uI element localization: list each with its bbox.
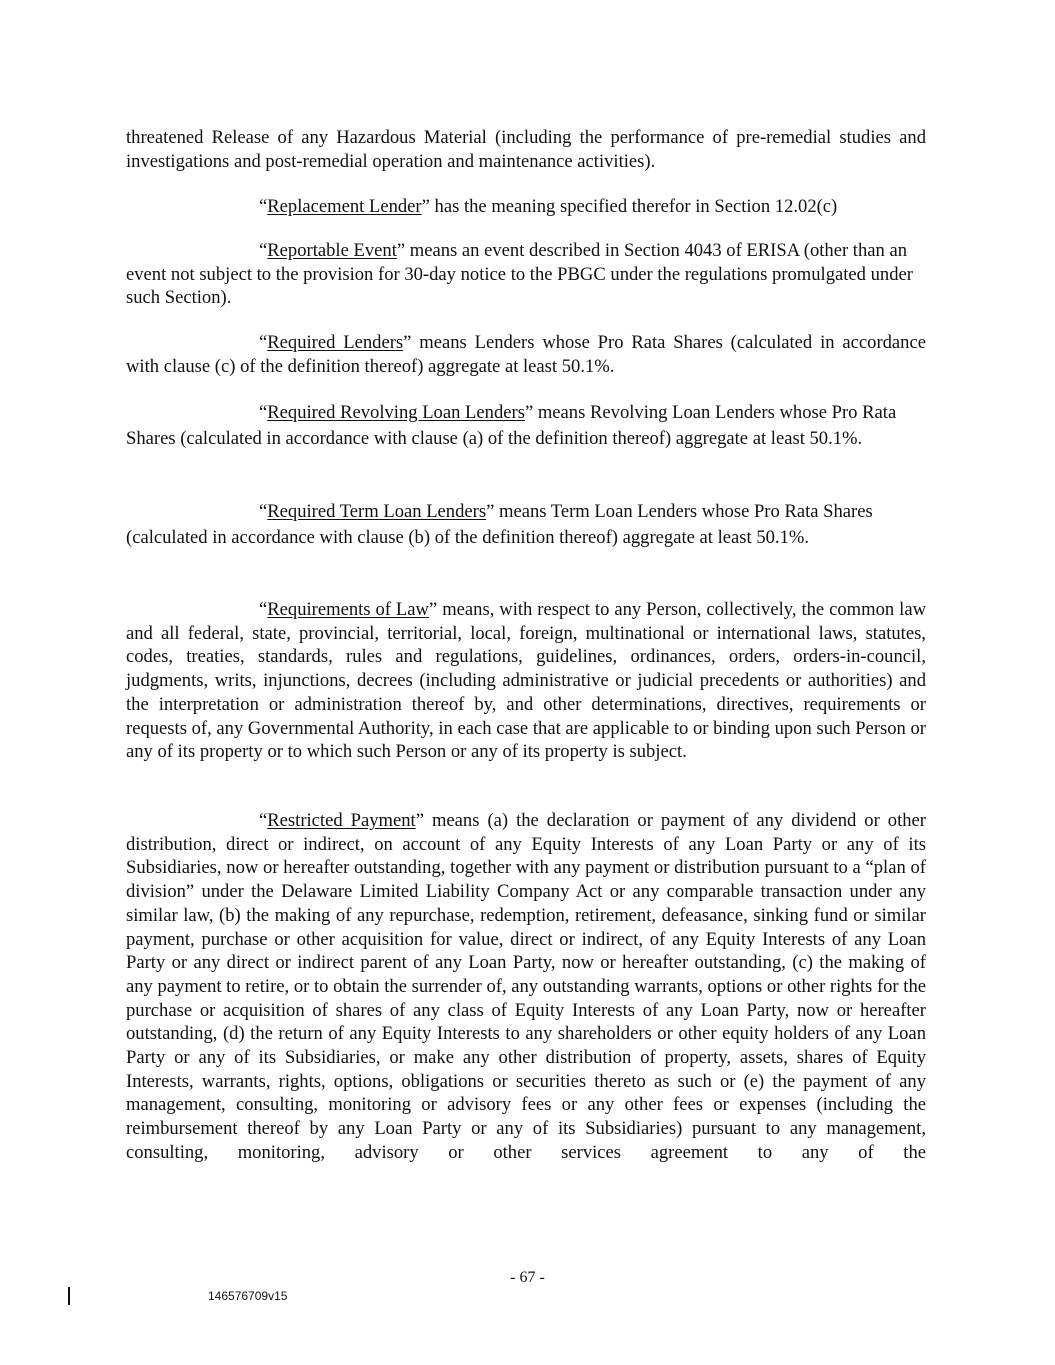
defined-term: Reportable Event [267,240,397,261]
defined-term: Requirements of Law [267,599,429,620]
revision-bar [68,1287,70,1305]
defined-term: Required Term Loan Lenders [267,501,487,522]
definition-required-term-loan-lenders: “Required Term Loan Lenders” means Term Loan Lenders whose Pro Rata Shares (calculated in accordance with clause (b) of the definition thereof) aggregate at least 50.1%. [126,501,873,548]
defined-term: Replacement Lender [267,196,422,217]
definition-restricted-payment: “Restricted Payment” means (a) the declaration or payment of any dividend or other distribution, direct or indirect, on account of any Equity Interests of any Loan Party or any of its Subsidiaries, now or hereafter outstanding, together with any payment or distribution pursuant to a “plan of division” under the Delaware Limited Liability Company Act or any comparable transaction under any similar law, (b) the making of any repurchase, redemption, retirement, defeasance, sinking fund or similar payment, purchase or other acquisition for value, direct or indirect, of any Equity Interests of any Loan Party or any direct or indirect parent of any Loan Party, now or hereafter outstanding, (c) the making of any payment to retire, or to obtain the surrender of, any outstanding warrants, options or other rights for the purchase or acquisition of shares of any class of Equity Interests of any Loan Party, now or hereafter outstanding, (d) the return of any Equity Interests to any shareholders or other equity holders of any Loan Party or any of its Subsidiaries, or make any other distribution of property, assets, shares of Equity Interests, warrants, rights, options, obligations or securities thereto as such or (e) the payment of any management, consulting, monitoring or advisory fees or any other fees or expenses (including the reimbursement thereof by any Loan Party or any of its Subsidiaries) pursuant to any management, consulting, monitoring, advisory or other services agreement to any of the [126,810,926,1163]
defined-term: Required Lenders [267,332,404,353]
definition-requirements-of-law: “Requirements of Law” means, with respect to any Person, collectively, the common law and all federal, state, provincial, territorial, local, foreign, multinational or international laws, statutes, codes, treaties, standards, rules and regulations, guidelines, ordinances, orders, orders-in-council, judgments, writs, injunctions, decrees (including administrative or judicial precedents or authorities) and the interpretation or administration thereof by, and other determinations, directives, requirements or requests of, any Governmental Authority, in each case that are applicable to or binding upon such Person or any of its property or to which such Person or any of its property is subject. [126,599,926,763]
page-number: - 67 - [510,1269,545,1286]
defined-term: Required Revolving Loan Lenders [267,402,525,423]
definition-required-lenders: “Required Lenders” means Lenders whose Pro Rata Shares (calculated in accordance with clause (c) of the definition thereof) aggregate at least 50.1%. [126,332,926,377]
definition-reportable-event: “Reportable Event” means an event described in Section 4043 of ERISA (other than an event not subject to the provision for 30-day notice to the PBGC under the regulations promulgated under such Section). [126,240,913,308]
definition-replacement-lender: “Replacement Lender” has the meaning specified therefor in Section 12.02(c) [259,196,838,217]
document-id: 146576709v15 [208,1289,288,1303]
definition-required-revolving-loan-lenders: “Required Revolving Loan Lenders” means Revolving Loan Lenders whose Pro Rata Shares (calculated in accordance with clause (a) of the definition thereof) aggregate at least 50.1%. [126,402,897,449]
paragraph-text: threatened Release of any Hazardous Material (including the performance of pre-remedial studies and investigations and post-remedial operation and maintenance activities). [126,127,926,172]
defined-term: Restricted Payment [267,810,416,831]
paragraph-hazardous-material [126,126,926,173]
